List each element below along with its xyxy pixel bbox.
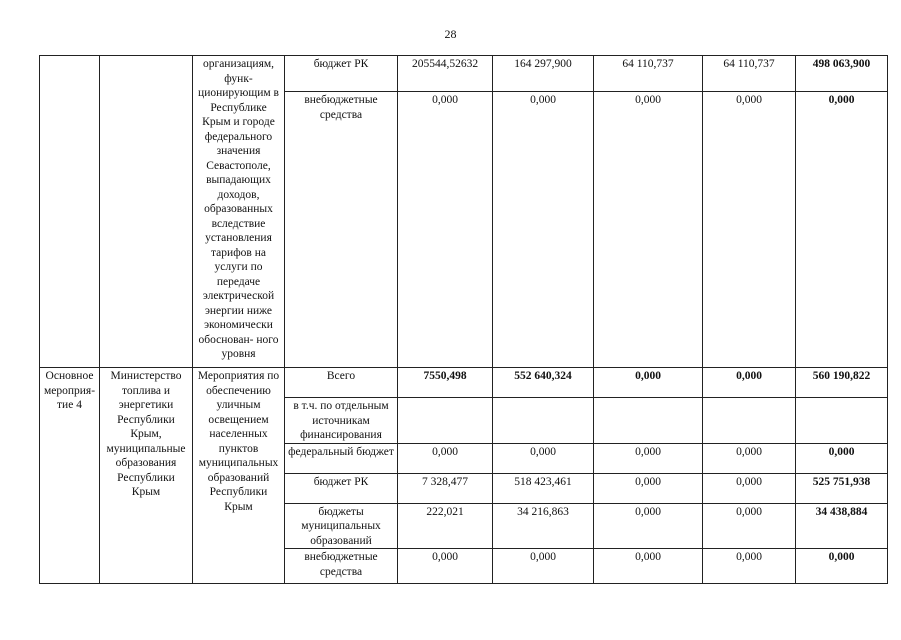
year-value: 0,000 bbox=[398, 443, 493, 473]
year-value: 0,000 bbox=[594, 473, 703, 503]
measure-description-2: Мероприятия по обеспечению уличным освещением населенных пунктов муниципальных образований Республики Крым bbox=[193, 368, 285, 584]
row-total: 0,000 bbox=[796, 443, 888, 473]
year-value: 34 216,863 bbox=[493, 503, 594, 549]
year-value: 205544,52632 bbox=[398, 56, 493, 92]
empty-cell bbox=[493, 398, 594, 444]
funding-source: бюджет РК bbox=[285, 56, 398, 92]
funding-source: бюджеты муниципальных образований bbox=[285, 503, 398, 549]
empty-cell bbox=[594, 398, 703, 444]
year-value: 0,000 bbox=[594, 549, 703, 584]
activity-name: Основное мероприя- тие 4 bbox=[40, 368, 100, 584]
measure-description-1: организациям, функ- ционирующим в Республике Крым и городе федерального значения Севастополе, выпадающих доходов, образованных вследствие установления тарифов на услуги по передаче электрической энергии ниже экономически обоснован- ного уровня bbox=[193, 56, 285, 368]
row-total: 498 063,900 bbox=[796, 56, 888, 92]
row-total: 560 190,822 bbox=[796, 368, 888, 398]
year-value: 7 328,477 bbox=[398, 473, 493, 503]
year-value: 64 110,737 bbox=[594, 56, 703, 92]
year-value: 0,000 bbox=[493, 443, 594, 473]
year-value: 164 297,900 bbox=[493, 56, 594, 92]
table-row bbox=[40, 56, 888, 92]
funding-source: внебюджетные средства bbox=[285, 549, 398, 584]
year-value: 518 423,461 bbox=[493, 473, 594, 503]
year-value: 0,000 bbox=[594, 92, 703, 368]
funding-source: внебюджетные средства bbox=[285, 92, 398, 368]
row-total: 525 751,938 bbox=[796, 473, 888, 503]
row-total: 0,000 bbox=[796, 92, 888, 368]
year-value: 0,000 bbox=[703, 92, 796, 368]
year-value: 0,000 bbox=[703, 503, 796, 549]
empty-cell bbox=[703, 398, 796, 444]
table-row bbox=[40, 368, 888, 398]
year-value: 0,000 bbox=[703, 473, 796, 503]
financing-table bbox=[39, 55, 888, 584]
row-total: 0,000 bbox=[796, 549, 888, 584]
activity-cell-empty bbox=[40, 56, 100, 368]
year-value: 222,021 bbox=[398, 503, 493, 549]
year-value: 0,000 bbox=[703, 443, 796, 473]
year-value: 0,000 bbox=[493, 549, 594, 584]
year-value: 0,000 bbox=[594, 368, 703, 398]
funding-source: бюджет РК bbox=[285, 473, 398, 503]
empty-cell bbox=[398, 398, 493, 444]
funding-source: федеральный бюджет bbox=[285, 443, 398, 473]
executor-cell-empty bbox=[100, 56, 193, 368]
year-value: 552 640,324 bbox=[493, 368, 594, 398]
executor-name: Министерство топлива и энергетики Республики Крым, муниципальные образования Республики Крым bbox=[100, 368, 193, 584]
year-value: 0,000 bbox=[493, 92, 594, 368]
including-label: в т.ч. по отдельным источникам финансирования bbox=[285, 398, 398, 444]
empty-cell bbox=[796, 398, 888, 444]
year-value: 0,000 bbox=[703, 368, 796, 398]
year-value: 7550,498 bbox=[398, 368, 493, 398]
year-value: 0,000 bbox=[703, 549, 796, 584]
row-total: 34 438,884 bbox=[796, 503, 888, 549]
page-number: 28 bbox=[444, 27, 457, 41]
year-value: 0,000 bbox=[594, 503, 703, 549]
funding-source-total: Всего bbox=[285, 368, 398, 398]
year-value: 64 110,737 bbox=[703, 56, 796, 92]
year-value: 0,000 bbox=[398, 549, 493, 584]
year-value: 0,000 bbox=[398, 92, 493, 368]
year-value: 0,000 bbox=[594, 443, 703, 473]
